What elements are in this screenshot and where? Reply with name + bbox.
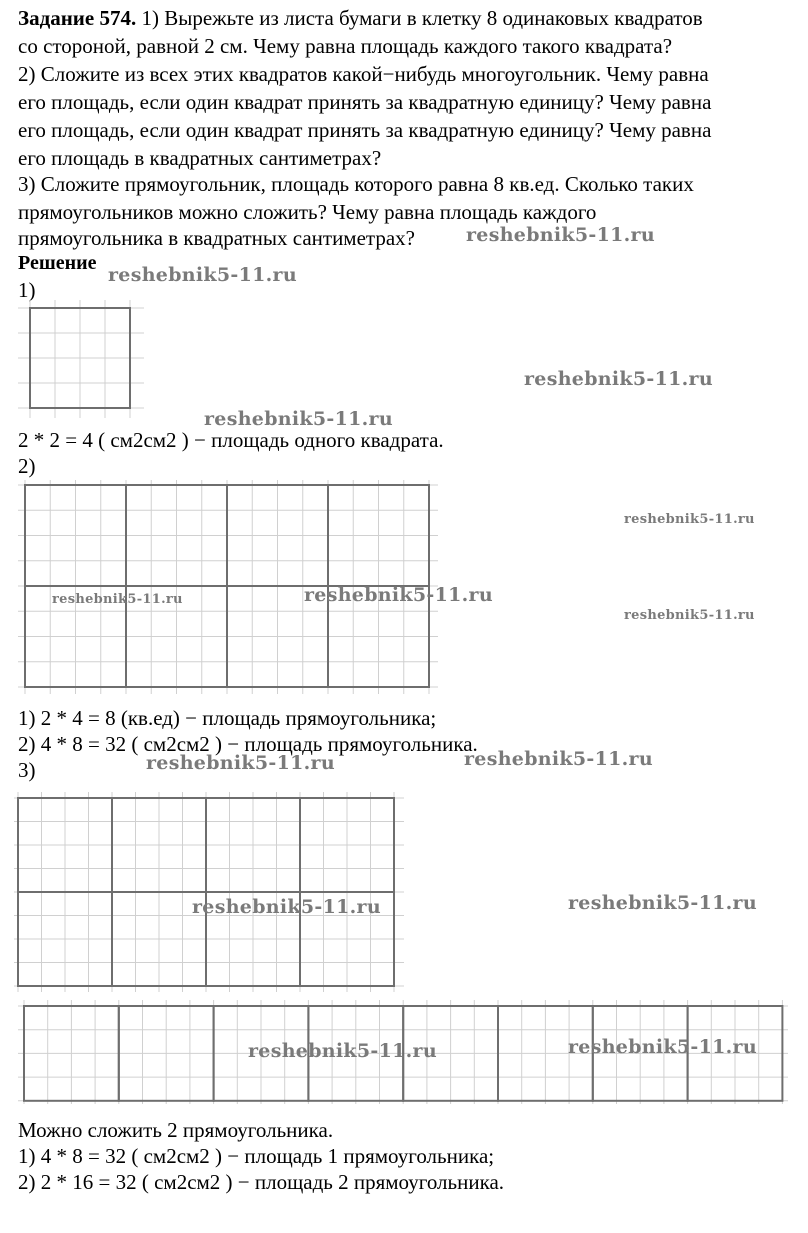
watermark: reshebnik5-11.ru xyxy=(464,748,653,770)
part3-summary: Можно сложить 2 прямоугольника. xyxy=(18,1118,334,1142)
part2-line-2: 2) 4 * 8 = 32 ( см2см2 ) − площадь прямоугольника. xyxy=(18,732,478,756)
watermark: reshebnik5-11.ru xyxy=(108,264,297,286)
part3-line-1: 1) 4 * 8 = 32 ( см2см2 ) − площадь 1 прямоугольника; xyxy=(18,1144,495,1168)
watermark: reshebnik5-11.ru xyxy=(204,408,393,430)
solution-heading: Решение xyxy=(18,252,97,274)
square-figure xyxy=(18,300,144,418)
watermark: reshebnik5-11.ru xyxy=(304,584,493,606)
task-line-7: 3) Сложите прямоугольник, площадь которого равна 8 кв.ед. Сколько таких xyxy=(18,172,694,196)
part1-formula: 2 * 2 = 4 ( см2см2 ) − площадь одного квадрата. xyxy=(18,428,444,452)
watermark: reshebnik5-11.ru xyxy=(624,608,755,623)
task-text: 1) Вырежьте из листа бумаги в клетку 8 одинаковых квадратов xyxy=(136,6,703,30)
task-line-5: его площадь, если один квадрат принять за квадратную единицу? Чему равна xyxy=(18,118,712,142)
watermark: reshebnik5-11.ru xyxy=(568,1036,757,1058)
square-grid xyxy=(18,300,144,418)
task-line-9: прямоугольника в квадратных сантиметрах? xyxy=(18,226,415,250)
rect-4x2-figure xyxy=(14,792,404,992)
rect-4x2-grid xyxy=(14,792,404,992)
task-line-8: прямоугольников можно сложить? Чему равна площадь каждого xyxy=(18,200,597,224)
watermark: reshebnik5-11.ru xyxy=(568,892,757,914)
watermark: reshebnik5-11.ru xyxy=(248,1040,437,1062)
watermark: reshebnik5-11.ru xyxy=(192,896,381,918)
task-line-2: со стороной, равной 2 см. Чему равна площадь каждого такого квадрата? xyxy=(18,34,673,58)
part1-label: 1) xyxy=(18,278,36,302)
task-line-4: его площадь, если один квадрат принять за квадратную единицу? Чему равна xyxy=(18,90,712,114)
watermark: reshebnik5-11.ru xyxy=(466,224,655,246)
part3-line-2: 2) 2 * 16 = 32 ( см2см2 ) − площадь 2 прямоугольника. xyxy=(18,1170,505,1194)
watermark: reshebnik5-11.ru xyxy=(524,368,713,390)
watermark: reshebnik5-11.ru xyxy=(146,752,335,774)
task-line-1 xyxy=(18,6,703,30)
task-heading: Задание 574. xyxy=(18,6,137,30)
watermark: reshebnik5-11.ru xyxy=(624,512,755,527)
part2-label: 2) xyxy=(18,454,36,478)
part3-label: 3) xyxy=(18,758,36,782)
task-line-6: его площадь в квадратных сантиметрах? xyxy=(18,146,382,170)
part2-line-1: 1) 2 * 4 = 8 (кв.ед) − площадь прямоугольника; xyxy=(18,706,437,730)
watermark: reshebnik5-11.ru xyxy=(52,592,183,607)
task-line-3: 2) Сложите из всех этих квадратов какой−нибудь многоугольник. Чему равна xyxy=(18,62,709,86)
